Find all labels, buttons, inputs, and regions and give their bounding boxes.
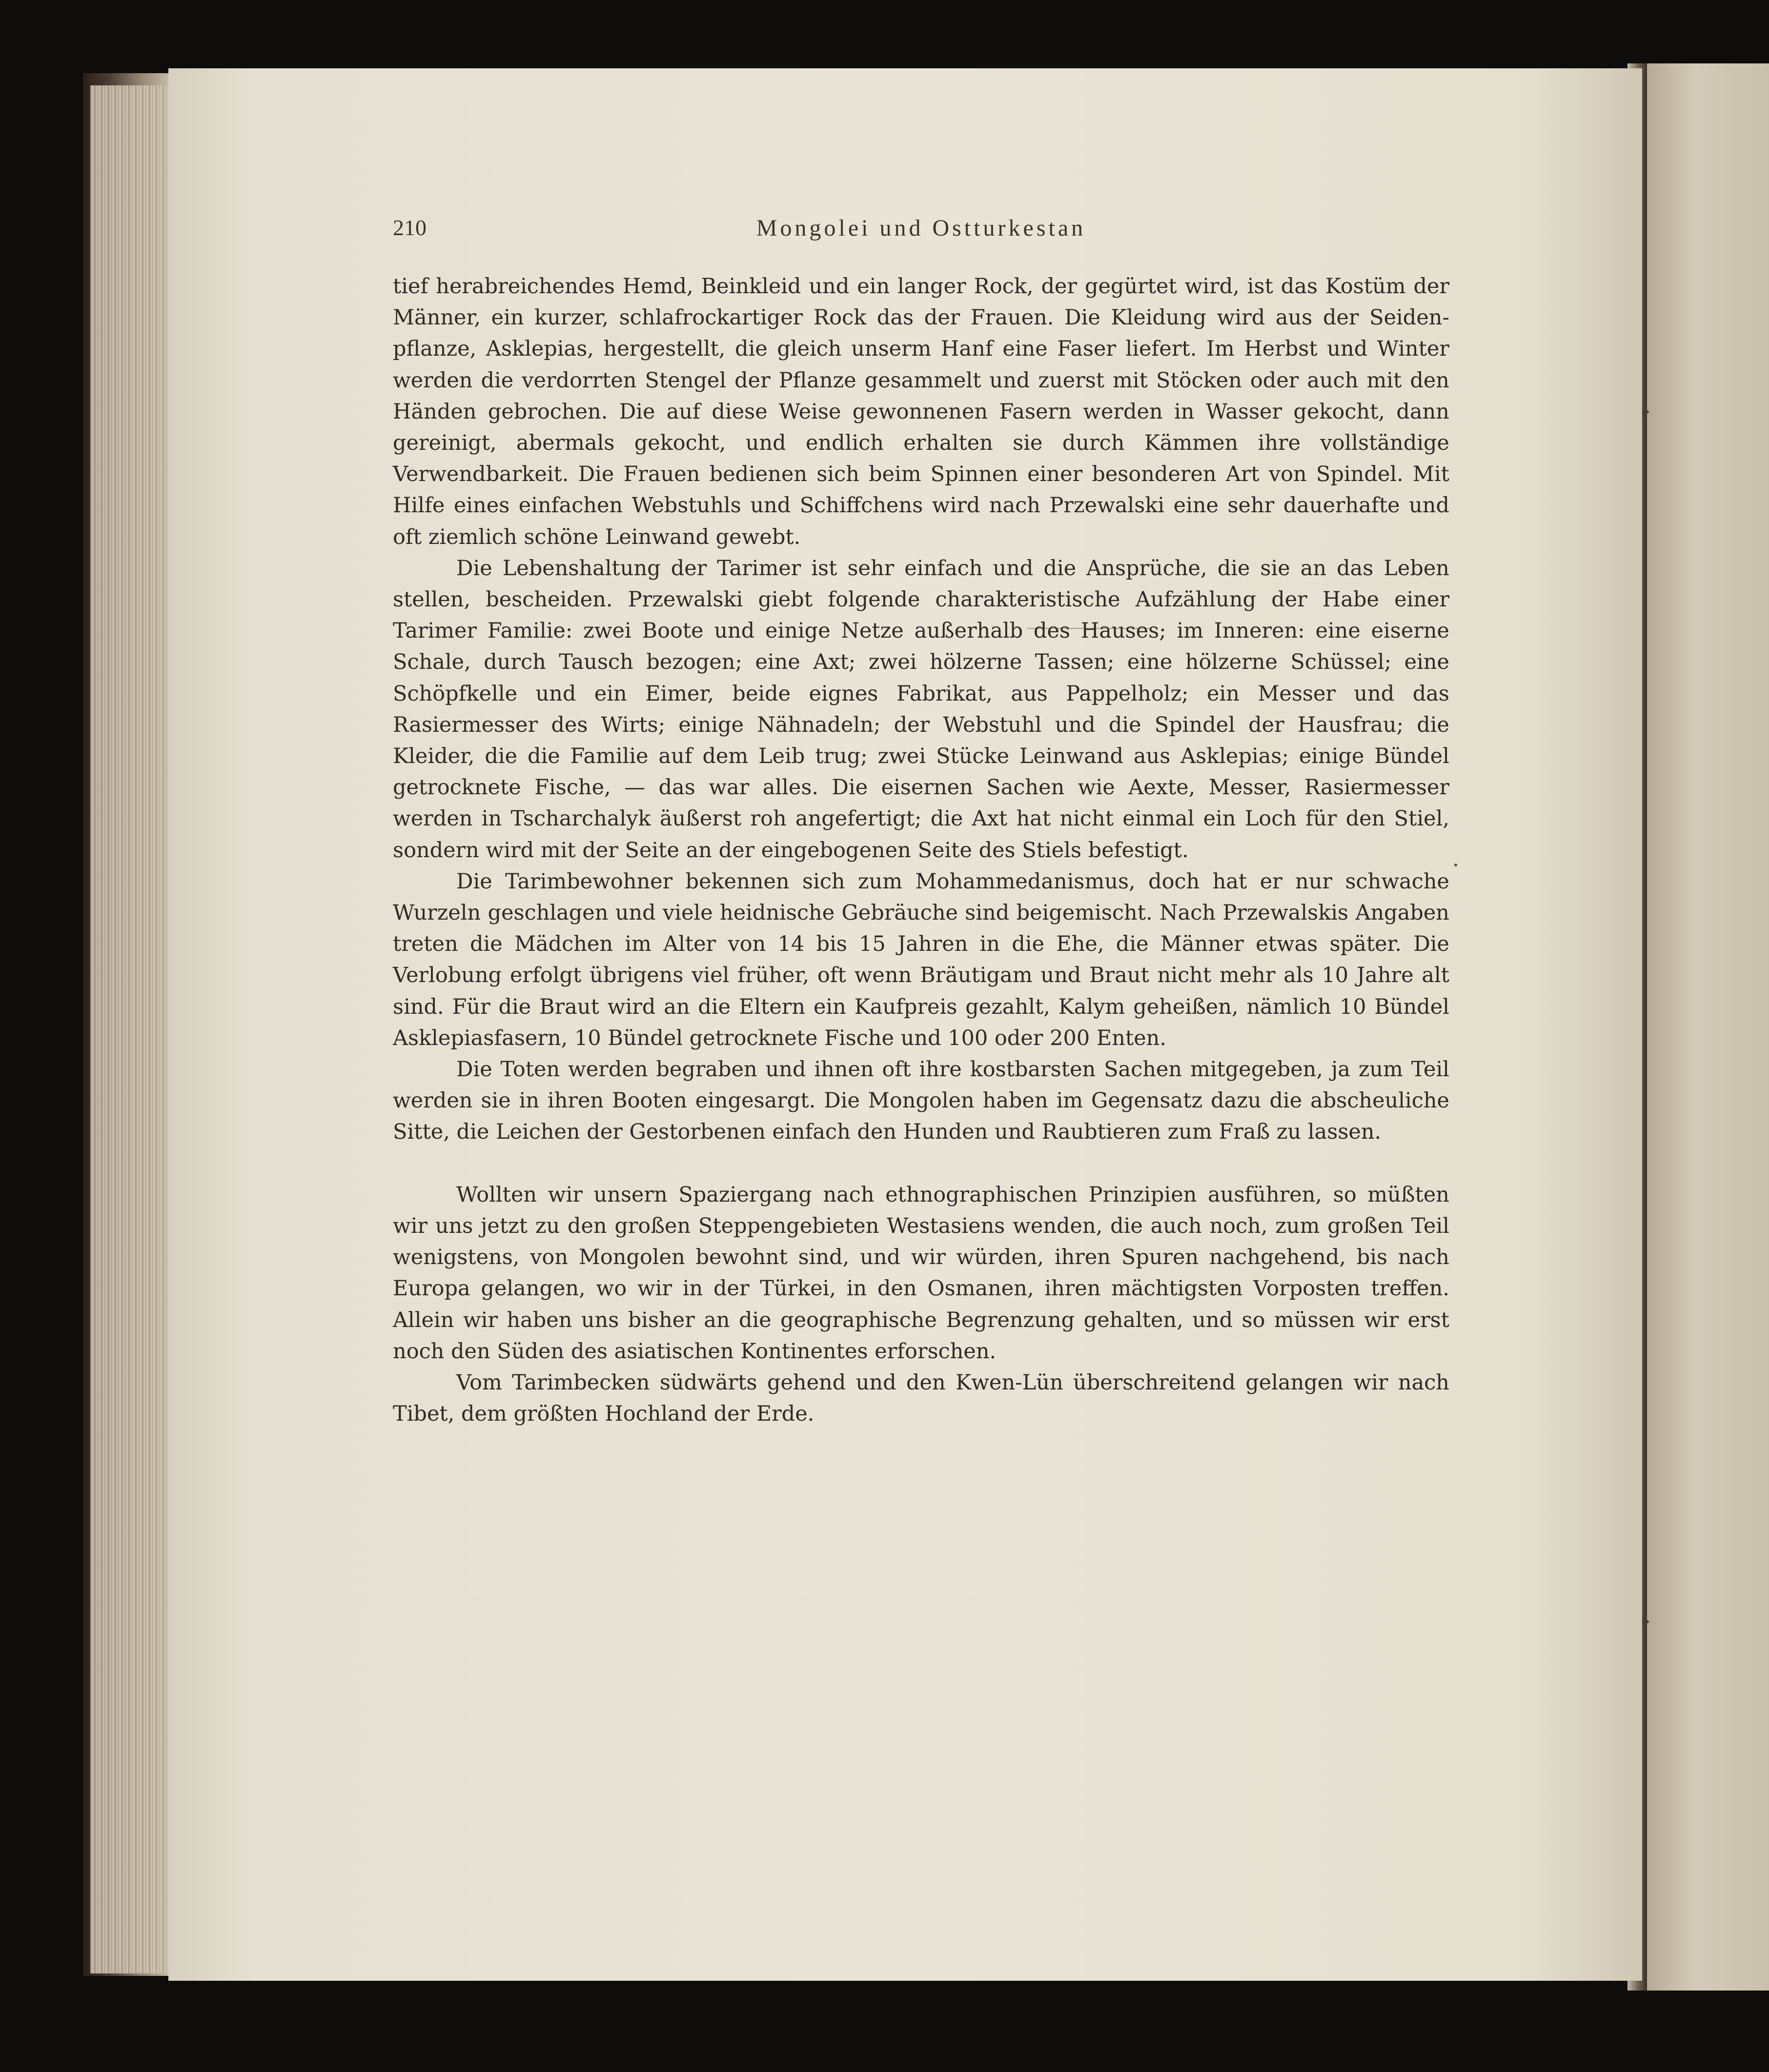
running-title: Mongolei und Ostturkestan xyxy=(756,215,1086,241)
paragraph: Die Toten werden begraben und ihnen oft ihre kostbarsten Sachen mitgegeben, ja zum Teil werden sie in ihren Booten eingesargt. Die Mongolen haben im Gegensatz dazu die abscheuliche Sitte, die Leichen der Gestorbenen einfach den Hunden und Raubtieren zum Fraß zu lassen. xyxy=(393,1057,1449,1145)
page-edges xyxy=(90,85,173,1973)
facing-page-edge xyxy=(1647,63,1769,1991)
paragraph: Die Tarimbewohner bekennen sich zum Mohammedanismus, doch hat er nur schwache Wurzeln geschlagen und viele heidnische Gebräuche sind beigemischt. Nach Przewalskis Angaben treten die Mädchen im Alter von 14 bis 15 Jahren in die Ehe, die Männer etwas später. Die Verlobung erfolgt übrigens viel früher, oft wenn Bräutigam und Braut nicht mehr als 10 Jahre alt sind. Für die Braut wird an die Eltern ein Kaufpreis gezahlt, Kalym geheißen, nämlich 10 Bündel Asklepiasfasern, 10 Bündel getrocknete Fische und 100 oder 200 Enten. xyxy=(393,869,1449,1050)
paragraph: tief herabreichendes Hemd, Beinkleid und ein langer Rock, der gegürtet wird, ist das Kostüm der Männer, ein kurzer, schlafrockartiger Rock das der Frauen. Die Kleidung wird aus der Seiden-pflanze, Asklepias, hergestellt, die gleich unserm Hanf eine Faser liefert. Im Herbst und Winter werden die verdorrten Stengel der Pflanze gesammelt und zuerst mit Stöcken oder auch mit den Händen gebrochen. Die auf diese Weise gewonnenen Fasern werden in Wasser gekocht, dann gereinigt, abermals gekocht, und endlich erhalten sie durch Kämmen ihre vollständige Verwendbarkeit. Die Frauen bedienen sich beim Spinnen einer besonderen Art von Spindel. Mit Hilfe eines einfachen Webstuhls und Schiffchens wird nach Przewalski eine sehr dauerhafte und oft ziemlich schöne Leinwand gewebt. xyxy=(393,274,1449,549)
paragraph: Vom Tarimbecken südwärts gehend und den Kwen-Lün überschreitend gelangen wir nach Tibet, dem größten Hochland der Erde. xyxy=(393,1370,1449,1427)
paper-speck xyxy=(1454,864,1457,866)
body-text xyxy=(393,271,1449,1429)
page-number: 210 xyxy=(393,215,427,240)
paragraph: Die Lebenshaltung der Tarimer ist sehr einfach und die Ansprüche, die sie an das Leben stellen, bescheiden. Przewalski giebt folgende charakteristische Aufzählung der Habe einer Tarimer Familie: zwei Boote und einige Netze außerhalb des Hauses; im Inneren: eine eiserne Schale, durch Tausch bezogen; eine Axt; zwei hölzerne Tassen; eine hölzerne Schüssel; eine Schöpfkelle und ein Eimer, beide eignes Fabrikat, aus Pappelholz; ein Messer und das Rasiermesser des Wirts; einige Nähnadeln; der Webstuhl und die Spindel der Hausfrau; die Kleider, die die Familie auf dem Leib trug; zwei Stücke Leinwand aus Asklepias; einige Bündel getrocknete Fische, — das war alles. Die eisernen Sachen wie Aexte, Messer, Rasiermesser werden in Tscharchalyk äußerst roh angefertigt; die Axt hat nicht einmal ein Loch für den Stiel, sondern wird mit der Seite an der eingebogenen Seite des Stiels befestigt. xyxy=(393,556,1449,863)
page-header xyxy=(393,215,1449,249)
paragraph: Wollten wir unsern Spaziergang nach ethnographischen Prinzipien ausführen, so müßten wir uns jetzt zu den großen Steppengebieten Westasiens wenden, die auch noch, zum großen Teil wenigstens, von Mongolen bewohnt sind, und wir würden, ihren Spuren nachgehend, bis nach Europa gelangen, wo wir in der Türkei, in den Osmanen, ihren mächtigsten Vorposten treffen. Allein wir haben uns bisher an die geographische Begrenzung gehalten, und so müssen wir erst noch den Süden des asiatischen Kontinentes erforschen. xyxy=(393,1182,1449,1364)
